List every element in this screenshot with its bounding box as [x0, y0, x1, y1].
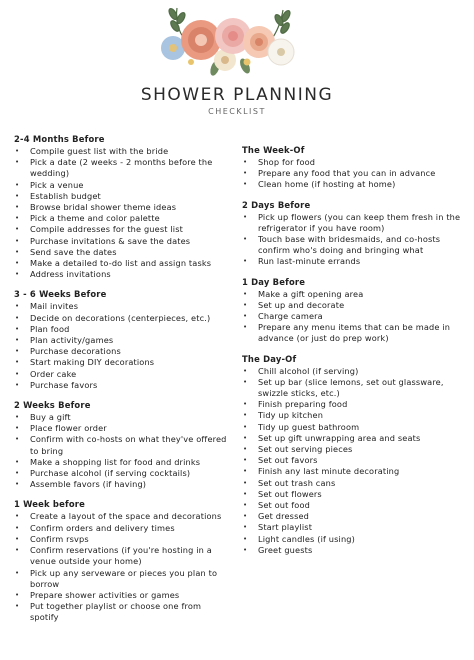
checklist	[14, 412, 229, 490]
list-item: • Pick a theme and color palette	[14, 213, 229, 224]
list-item: • Shop for food	[242, 157, 462, 168]
list-item: • Pick up flowers (you can keep them fresh in the refrigerator if you have room)	[242, 212, 462, 234]
list-item: • Touch base with bridesmaids, and co-hosts confirm who's doing and bringing what	[242, 234, 462, 256]
list-item: • Charge camera	[242, 311, 462, 322]
section-heading: 1 Day Before	[242, 276, 306, 287]
section-heading: 3 - 6 Weeks Before	[14, 289, 107, 300]
page-subtitle: CHECKLIST	[208, 107, 266, 116]
list-item: • Purchase decorations	[14, 346, 229, 357]
section-the-week-of	[242, 145, 462, 191]
leaf-sprig-right-icon	[271, 9, 292, 40]
list-item: • Browse bridal shower theme ideas	[14, 202, 229, 213]
section-the-day-of	[242, 354, 462, 556]
list-item: • Set up bar (slice lemons, set out glassware, swizzle sticks, etc.)	[242, 377, 462, 399]
white-flower-icon	[268, 39, 294, 65]
list-item: • Set out flowers	[242, 489, 462, 500]
checklist	[242, 366, 462, 556]
section-heading: The Week-Of	[242, 145, 305, 155]
list-item: • Address invitations	[14, 269, 229, 280]
list-item: • Confirm rsvps	[14, 534, 229, 545]
list-item: • Prepare any menu items that can be made in advance (or just do prep work)	[242, 322, 462, 344]
list-item: • Run last-minute errands	[242, 256, 462, 267]
list-item: • Tidy up kitchen	[242, 410, 462, 421]
list-item: • Start playlist	[242, 522, 462, 533]
list-item: • Get dressed	[242, 511, 462, 522]
section-3-6-weeks-before	[14, 289, 229, 391]
list-item: • Compile addresses for the guest list	[14, 224, 229, 235]
coral-flower-icon	[181, 20, 221, 60]
section-2-days-before	[242, 200, 462, 268]
list-item: • Plan activity/games	[14, 335, 229, 346]
right-column	[242, 145, 462, 565]
list-item: • Assemble favors (if having)	[14, 479, 229, 490]
list-item: • Pick up any serveware or pieces you plan to borrow	[14, 568, 229, 590]
checklist	[14, 146, 229, 280]
list-item: • Put together playlist or choose one from spotify	[14, 601, 229, 623]
checklist	[242, 157, 462, 191]
list-item: • Set up and decorate	[242, 300, 462, 311]
list-item: • Start making DIY decorations	[14, 357, 229, 368]
section-2-weeks-before	[14, 400, 229, 490]
section-1-day-before	[242, 277, 462, 345]
list-item: • Set up gift unwrapping area and seats	[242, 433, 462, 444]
section-heading: 2 Days Before	[242, 199, 311, 210]
list-item: • Buy a gift	[14, 412, 229, 423]
list-item: • Chill alcohol (if serving)	[242, 366, 462, 377]
list-item: • Purchase favors	[14, 380, 229, 391]
checklist	[242, 212, 462, 268]
list-item: • Order cake	[14, 369, 229, 380]
list-item: • Greet guests	[242, 545, 462, 556]
list-item: • Pick a venue	[14, 180, 229, 191]
list-item: • Place flower order	[14, 423, 229, 434]
page-title: SHOWER PLANNING	[140, 85, 334, 105]
list-item: • Set out food	[242, 500, 462, 511]
list-item: • Light candles (if using)	[242, 534, 462, 545]
section-heading: 2 Weeks Before	[14, 400, 91, 411]
checklist	[14, 511, 229, 623]
list-item: • Compile guest list with the bride	[14, 146, 229, 157]
list-item: • Confirm reservations (if you're hosting in a venue outside your home)	[14, 545, 229, 567]
list-item: • Clean home (if hosting at home)	[242, 179, 462, 190]
list-item: • Set out serving pieces	[242, 444, 462, 455]
list-item: • Tidy up guest bathroom	[242, 422, 462, 433]
list-item: • Make a detailed to-do list and assign tasks	[14, 258, 229, 269]
list-item: • Create a layout of the space and decorations	[14, 511, 229, 522]
list-item: • Send save the dates	[14, 247, 229, 258]
list-item: • Purchase alcohol (if serving cocktails)	[14, 468, 229, 479]
checklist	[14, 301, 229, 391]
list-item: • Make a shopping list for food and drinks	[14, 457, 229, 468]
list-item: • Confirm with co-hosts on what they've offered to bring	[14, 434, 229, 456]
list-item: • Mail invites	[14, 301, 229, 312]
section-1-week-before	[14, 499, 229, 623]
list-item: • Make a gift opening area	[242, 289, 462, 300]
list-item: • Purchase invitations & save the dates	[14, 236, 229, 247]
checklist	[242, 289, 462, 345]
section-2-4-months-before	[14, 134, 229, 280]
floral-decoration-image	[155, 2, 305, 80]
list-item: • Finish any last minute decorating	[242, 466, 462, 477]
list-item: • Prepare shower activities or games	[14, 590, 229, 601]
list-item: • Establish budget	[14, 191, 229, 202]
list-item: • Confirm orders and delivery times	[14, 523, 229, 534]
list-item: • Decide on decorations (centerpieces, etc.)	[14, 313, 229, 324]
list-item: • Pick a date (2 weeks - 2 months before the wedding)	[14, 157, 229, 179]
section-heading: 1 Week before	[14, 499, 86, 510]
section-heading: The Day-Of	[242, 353, 297, 364]
list-item: • Set out trash cans	[242, 478, 462, 489]
list-item: • Plan food	[14, 324, 229, 335]
section-heading: 2-4 Months Before	[14, 134, 105, 144]
list-item: • Prepare any food that you can in advance	[242, 168, 462, 179]
list-item: • Set out favors	[242, 455, 462, 466]
left-column	[14, 134, 229, 633]
list-item: • Finish preparing food	[242, 399, 462, 410]
